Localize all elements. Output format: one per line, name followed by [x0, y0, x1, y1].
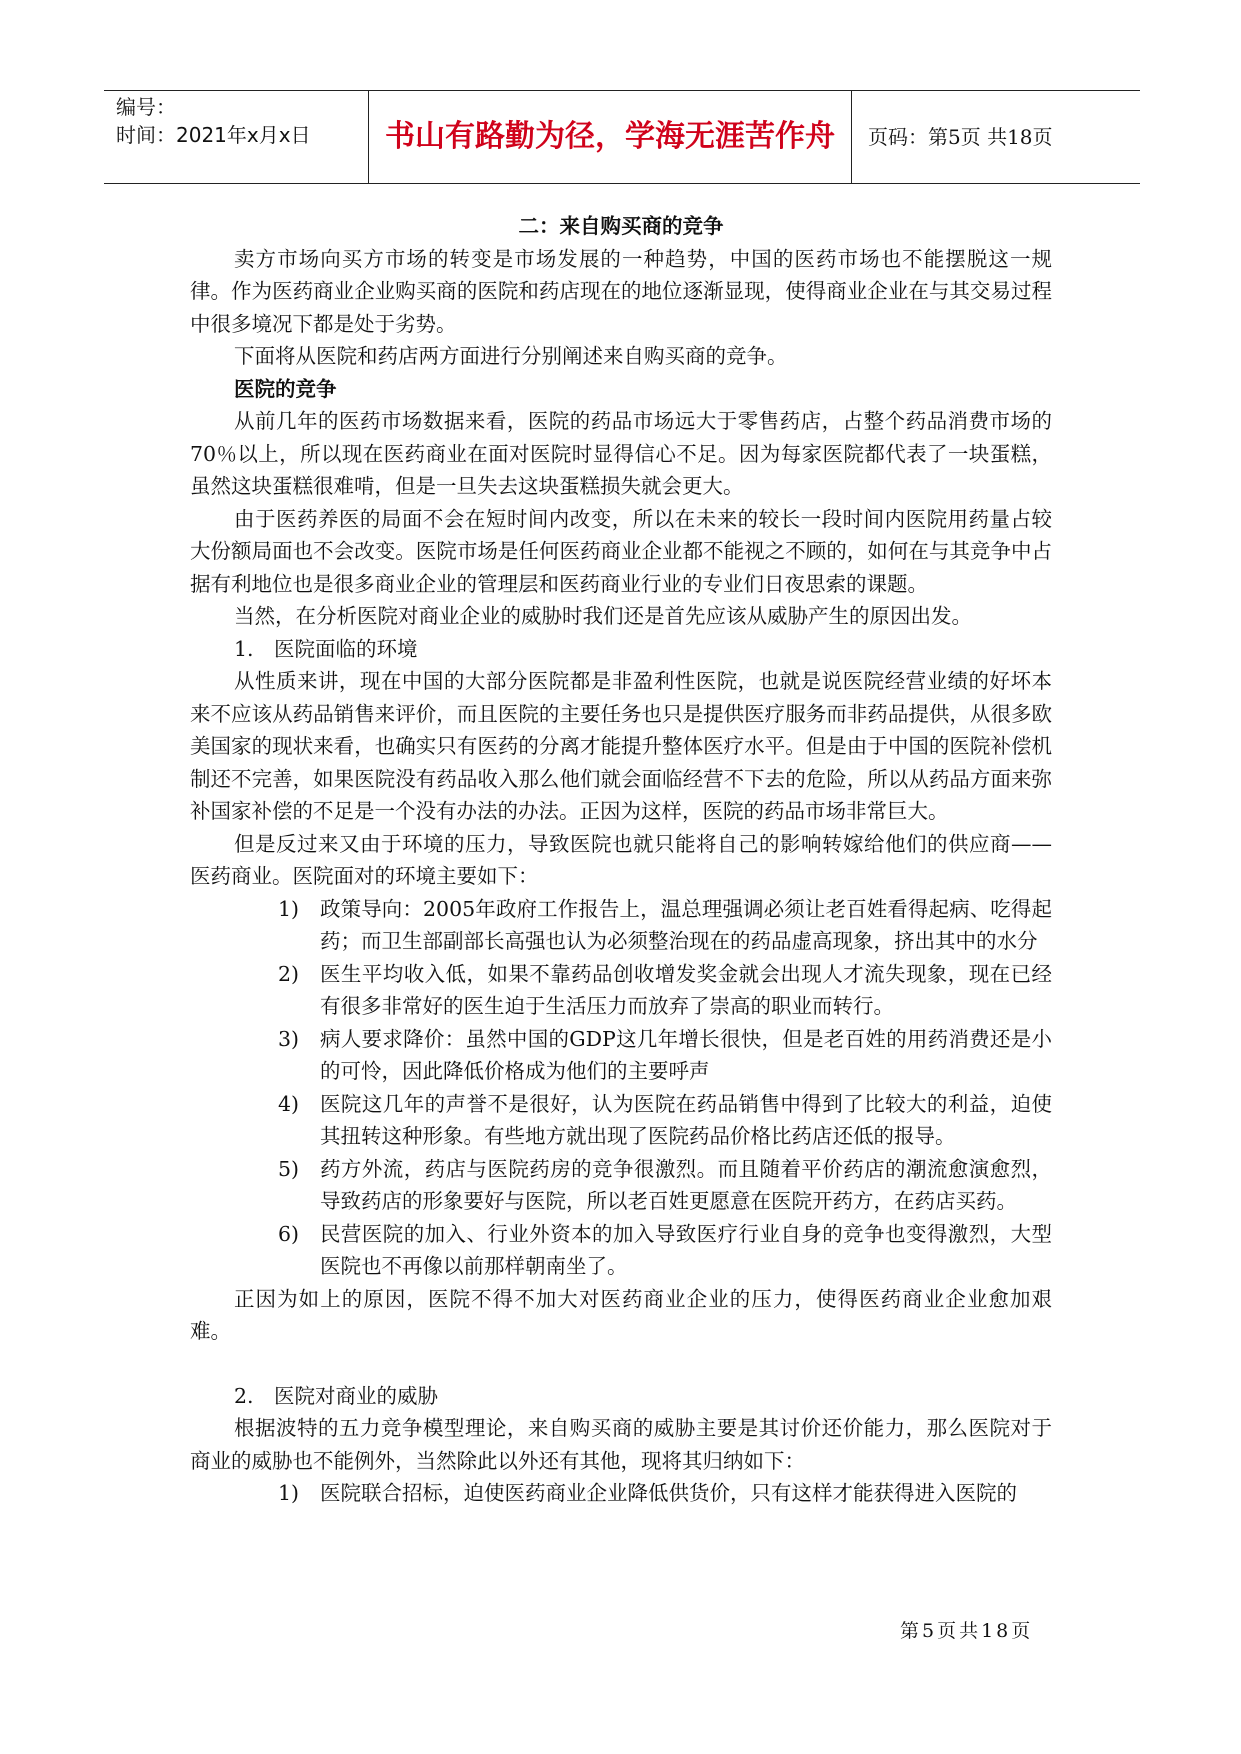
- page-header: [104, 90, 1140, 184]
- list-item: [190, 893, 1052, 958]
- list-item: [190, 1153, 1052, 1218]
- environment-list: [190, 893, 1052, 1283]
- list-number: 3): [278, 1026, 300, 1051]
- list-text: 病人要求降价：虽然中国的GDP这几年增长很快，但是老百姓的用药消费还是小的可怜，因此降低价格成为他们的主要呼声: [320, 1026, 1052, 1083]
- heading-text: 医院面临的环境: [274, 636, 418, 661]
- header-left-cell: [104, 91, 368, 183]
- time-label: 时间：2021年x月x日: [116, 123, 311, 147]
- code-label: 编号：: [116, 95, 176, 119]
- list-text: 医院这几年的声誉不是很好，认为医院在药品销售中得到了比较大的利益，迫使其扭转这种形象。有些地方就出现了医院药品价格比药店还低的报导。: [320, 1091, 1052, 1148]
- list-item: [190, 1218, 1052, 1283]
- list-text: 政策导向：2005年政府工作报告上，温总理强调必须让老百姓看得起病、吃得起药；而卫生部副部长高强也认为必须整治现在的药品虚高现象，挤出其中的水分: [320, 896, 1052, 953]
- list-number: 1): [278, 896, 300, 921]
- paragraph: 从前几年的医药市场数据来看，医院的药品市场远大于零售药店，占整个药品消费市场的70％以上，所以现在医药商业在面对医院时显得信心不足。因为每家医院都代表了一块蛋糕，虽然这块蛋糕很难啃，但是一旦失去这块蛋糕损失就会更大。: [190, 409, 1052, 498]
- list-text: 民营医院的加入、行业外资本的加入导致医疗行业自身的竞争也变得激烈，大型医院也不再像以前那样朝南坐了。: [320, 1221, 1052, 1278]
- page-info: 页码：第5页 共18页: [868, 125, 1053, 149]
- list-text: 医院联合招标，迫使医药商业企业降低供货价，只有这样才能获得进入医院的: [320, 1481, 1017, 1505]
- paragraph: 卖方市场向买方市场的转变是市场发展的一种趋势，中国的医药市场也不能摆脱这一规律。作为医药商业企业购买商的医院和药店现在的地位逐渐显现，使得商业企业在与其交易过程中很多境况下都是处于劣势。: [190, 246, 1052, 336]
- numbered-heading: [190, 633, 1052, 666]
- heading-number: 2.: [234, 1383, 254, 1408]
- page-footer: 第5页共18页: [900, 1620, 1034, 1642]
- threat-list: [190, 1477, 1052, 1510]
- numbered-heading: [190, 1380, 1052, 1413]
- list-number: 6): [278, 1221, 300, 1246]
- paragraph: 下面将从医院和药店两方面进行分别阐述来自购买商的竞争。: [234, 344, 788, 368]
- section-title: 二：来自购买商的竞争: [518, 214, 724, 238]
- paragraph: 从性质来讲，现在中国的大部分医院都是非盈利性医院，也就是说医院经营业绩的好坏本来不应该从药品销售来评价，而且医院的主要任务也只是提供医疗服务而非药品提供，从很多欧美国家的现状来看，也确实只有医药的分离才能提升整体医疗水平。但是由于中国的医院补偿机制还不完善，如果医院没有药品收入那么他们就会面临经营不下去的危险，所以从药品方面来弥补国家补偿的不足是一个没有办法的办法。正因为这样，医院的药品市场非常巨大。: [190, 669, 1052, 823]
- paragraph: 但是反过来又由于环境的压力，导致医院也就只能将自己的影响转嫁给他们的供应商——医药商业。医院面对的环境主要如下：: [190, 831, 1052, 888]
- list-number: 4): [278, 1091, 300, 1116]
- document-body: [190, 210, 1052, 1510]
- paragraph: 根据波特的五力竞争模型理论，来自购买商的威胁主要是其讨价还价能力，那么医院对于商业的威胁也不能例外，当然除此以外还有其他，现将其归纳如下：: [190, 1416, 1052, 1473]
- heading-number: 1.: [234, 636, 254, 661]
- list-item: [190, 1088, 1052, 1153]
- list-text: 药方外流，药店与医院药房的竞争很激烈。而且随着平价药店的潮流愈演愈烈，导致药店的形象要好与医院，所以老百姓更愿意在医院开药方，在药店买药。: [320, 1156, 1052, 1213]
- subsection-title: 医院的竞争: [234, 376, 337, 401]
- motto: 书山有路勤为径，学海无涯苦作舟: [368, 91, 852, 183]
- heading-text: 医院对商业的威胁: [274, 1383, 438, 1408]
- blank-line: [190, 1348, 1052, 1380]
- paragraph: 由于医药养医的局面不会在短时间内改变，所以在未来的较长一段时间内医院用药量占较大份额局面也不会改变。医院市场是任何医药商业企业都不能视之不顾的，如何在与其竞争中占据有利地位也是很多商业企业的管理层和医药商业行业的专业们日夜思索的课题。: [190, 506, 1052, 596]
- list-text: 医生平均收入低，如果不靠药品创收增发奖金就会出现人才流失现象，现在已经有很多非常好的医生迫于生活压力而放弃了崇高的职业而转行。: [320, 961, 1052, 1018]
- list-item: [190, 1477, 1052, 1510]
- list-item: [190, 1023, 1052, 1088]
- list-item: [190, 958, 1052, 1023]
- paragraph: 正因为如上的原因，医院不得不加大对医药商业企业的压力，使得医药商业企业愈加艰难。: [190, 1286, 1052, 1343]
- list-number: 2): [278, 961, 300, 986]
- list-number: 5): [278, 1156, 300, 1181]
- list-number: 1): [278, 1481, 300, 1505]
- paragraph: 当然，在分析医院对商业企业的威胁时我们还是首先应该从威胁产生的原因出发。: [234, 604, 972, 628]
